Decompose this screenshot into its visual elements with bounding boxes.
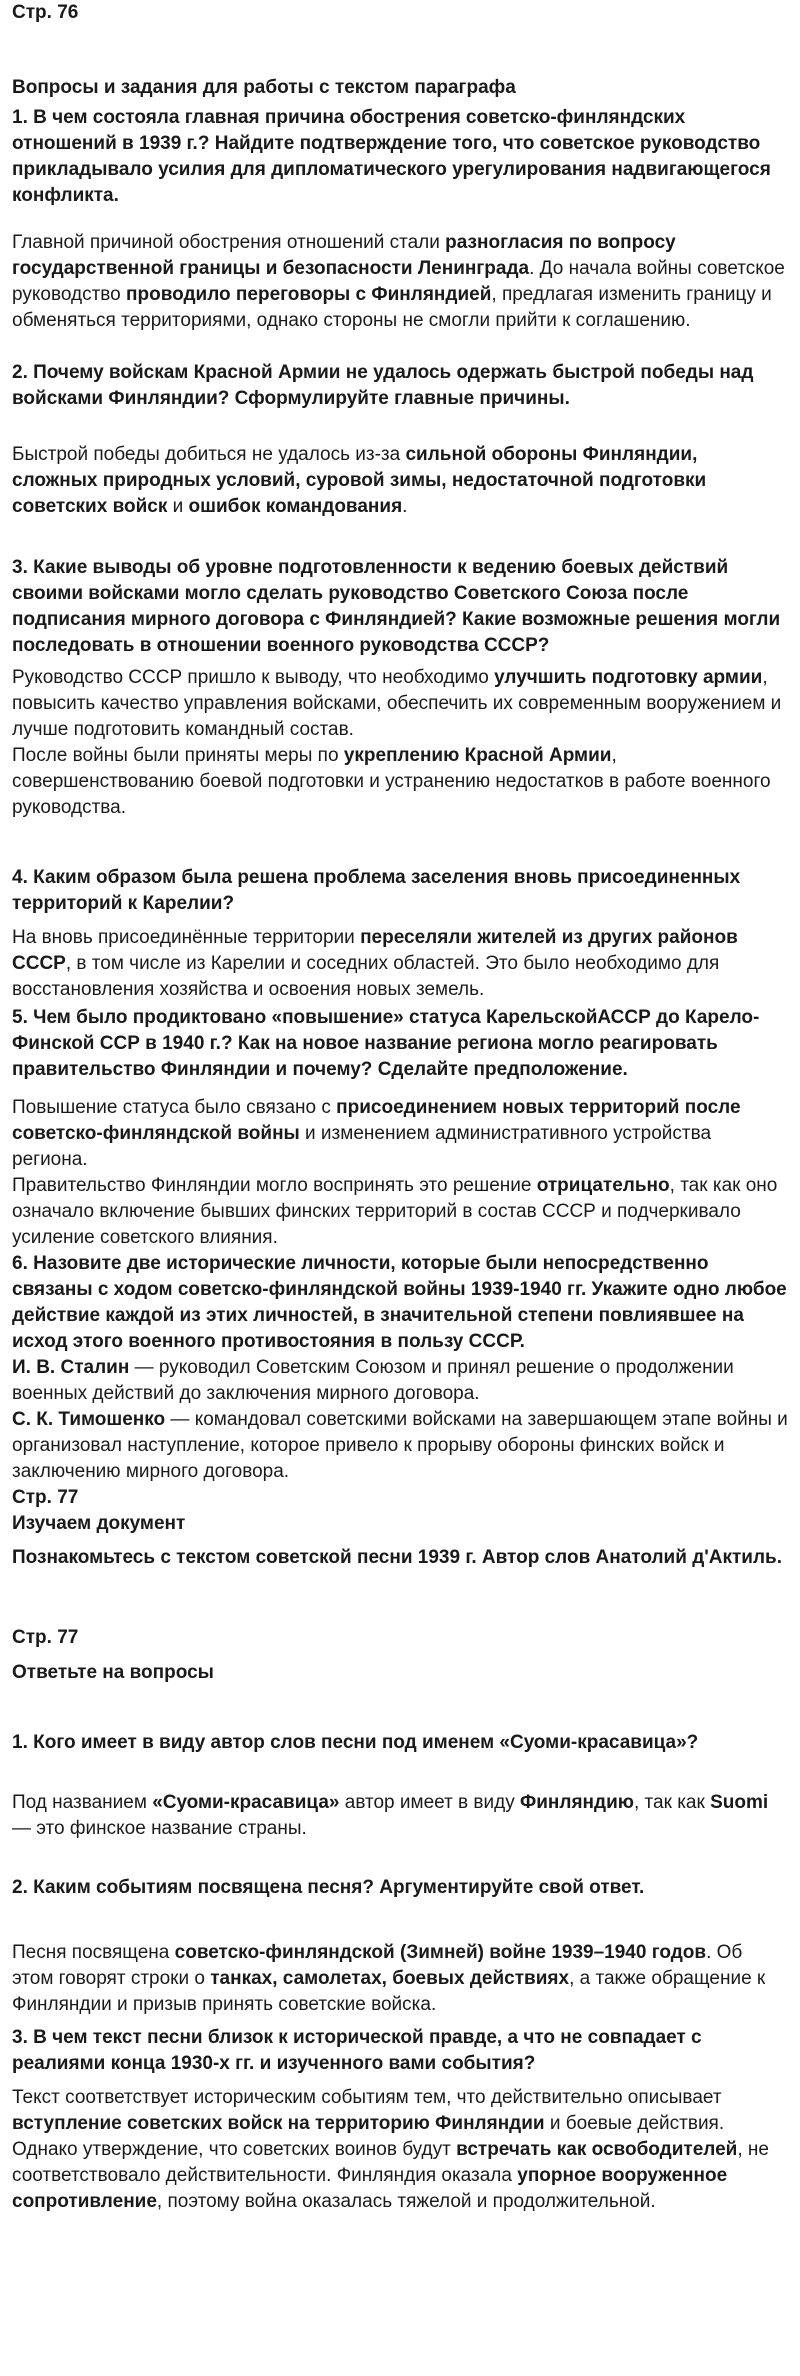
bold-fragment: советско-финляндской (Зимней) войне 1939–1940 годов (174, 1942, 707, 1963)
text-fragment: Песня посвящена (12, 1942, 175, 1963)
bold-fragment: упорное вооруженное сопротивление (12, 2165, 728, 2212)
text-fragment: Руководство СССР пришло к выводу, что необходимо (12, 667, 495, 688)
answer (12, 665, 788, 743)
answer (12, 1095, 788, 1173)
bold-fragment: укреплению Красной Армии (343, 745, 612, 766)
question: 1. В чем состояла главная причина обострения советско-финляндских отношений в 1939 г.? Найдите подтверждение того, что советское руководство прикладывало усилия для дипломатического урегулирования надвигающегося конфликта. (12, 107, 771, 206)
text-fragment: Однако утверждение, что советских воинов будут (12, 2139, 457, 2160)
text-fragment: . (402, 496, 408, 517)
question: 5. Чем было продиктовано «повышение» статуса КарельскойАССР до Карело-Финской ССР в 1940 г.? Как на новое название региона могло реагировать правительство Финляндии и почему? Сделайте предположение. (12, 1007, 760, 1080)
text-fragment: , так как (633, 1792, 711, 1813)
bold-fragment: присоединением новых территорий после советско-финляндской войны (12, 1097, 741, 1144)
question: 4. Каким образом была решена проблема заселения вновь присоединенных территорий к Карелии? (12, 867, 741, 914)
text-fragment: Под названием (12, 1792, 153, 1813)
bold-fragment: С. К. Тимошенко (12, 1409, 166, 1430)
question: 2. Почему войскам Красной Армии не удалось одержать быстрой победы над войсками Финляндии? Сформулируйте главные причины. (12, 362, 754, 409)
text-fragment: , поэтому война оказалась тяжелой и продолжительной. (156, 2191, 656, 2212)
bold-fragment: вступление советских войск на территорию Финляндии (12, 2113, 545, 2134)
page-number: Стр. 77 (12, 1487, 79, 1508)
section-heading: Вопросы и задания для работы с текстом параграфа (12, 77, 516, 98)
answer (12, 2137, 788, 2215)
answer (12, 1790, 788, 1842)
answer (12, 1355, 788, 1407)
text-fragment: и боевые действия. (544, 2113, 725, 2134)
answer (12, 442, 788, 520)
text-fragment: , так как оно означало включение бывших финских территорий в состав СССР и подчеркивало усиление советского влияния. (12, 1175, 778, 1248)
bold-fragment: Финляндию (520, 1792, 634, 1813)
text-fragment: После войны были приняты меры по (12, 745, 344, 766)
text-fragment: , в том числе из Карелии и соседних областей. Это было необходимо для восстановления хозяйства и освоения новых земель. (12, 953, 720, 1000)
bold-fragment: И. В. Сталин (12, 1357, 130, 1378)
question: 2. Каким событиям посвящена песня? Аргументируйте свой ответ. (12, 1877, 645, 1898)
text-fragment: и (167, 496, 189, 517)
text-fragment: , предлагая изменить границу и обменяться территориями, однако стороны не смогли прийти к соглашению. (12, 284, 772, 331)
bold-fragment: разногласия по вопросу государственной границы и безопасности Ленинграда (12, 232, 676, 279)
text-fragment: Быстрой победы добиться не удалось из-за (12, 444, 406, 465)
text-fragment: , повысить качество управления войсками, обеспечить их современным вооружением и лучше подготовить командный состав. (12, 667, 782, 740)
answer (12, 925, 788, 1003)
text-fragment: . До начала войны советское руководство (12, 258, 785, 305)
bold-fragment: Suomi (710, 1792, 769, 1813)
answer (12, 1173, 788, 1251)
page-number: Стр. 76 (12, 2, 79, 23)
answer (12, 1940, 788, 2018)
text-fragment: На вновь присоединённые территории (12, 927, 361, 948)
text-fragment: Главной причиной обострения отношений стали (12, 232, 446, 253)
text-fragment: , а также обращение к Финляндии и призыв принять советские войска. (12, 1968, 766, 2015)
question: 1. Кого имеет в виду автор слов песни под именем «Суоми-красавица»? (12, 1732, 699, 1753)
text-fragment: и изменением административного устройства региона. (12, 1123, 712, 1170)
bold-fragment: сильной обороны Финляндии, сложных природных условий, суровой зимы, недостаточной подготовки советских войск (12, 444, 707, 517)
text-fragment: — командовал советскими войсками на завершающем этапе войны и организовал наступление, которое привело к прорыву обороны финских войск и заключению мирного договора. (12, 1409, 788, 1482)
text-fragment: — это финское название страны. (12, 1818, 307, 1839)
text-fragment: Текст соответствует историческим событиям тем, что действительно описывает (12, 2087, 722, 2108)
page-number: Стр. 77 (12, 1627, 79, 1648)
answer (12, 2085, 788, 2137)
text-fragment: , не соответствовало действительности. Финляндия оказала (12, 2139, 769, 2186)
bold-fragment: проводило переговоры с Финляндией (126, 284, 492, 305)
question: 3. Какие выводы об уровне подготовленности к ведению боевых действий своими войсками могло сделать руководство Советского Союза после подписания мирного договора с Финляндией? Какие возможные решения могли последовать в отношении военного руководства СССР? (12, 557, 781, 656)
text-fragment: , совершенствованию боевой подготовки и устранению недостатков в работе военного руководства. (12, 745, 771, 818)
answer (12, 743, 788, 821)
bold-fragment: танках, самолетах, боевых действиях (210, 1968, 570, 1989)
bold-fragment: встречать как освободителей (456, 2139, 738, 2160)
bold-fragment: «Суоми-красавица» (152, 1792, 340, 1813)
bold-fragment: отрицательно (536, 1175, 670, 1196)
text-fragment: автор имеет в виду (339, 1792, 520, 1813)
answer (12, 1407, 788, 1485)
text-fragment: Повышение статуса было связано с (12, 1097, 337, 1118)
bold-fragment: ошибок командования (188, 496, 403, 517)
section-heading: Изучаем документ (12, 1513, 186, 1534)
question: 6. Назовите две исторические личности, которые были непосредственно связаны с ходом советско-финляндской войны 1939-1940 гг. Укажите одно любое действие каждой из этих личностей, в значительной степени повлиявшее на исход этого военного противостояния в пользу СССР. (12, 1253, 787, 1352)
bold-fragment: улучшить подготовку армии (494, 667, 763, 688)
answer (12, 230, 788, 334)
bold-fragment: переселяли жителей из других районов СССР (12, 927, 738, 974)
question: Познакомьтесь с текстом советской песни 1939 г. Автор слов Анатолий д'Актиль. (12, 1547, 783, 1568)
text-fragment: . Об этом говорят строки о (12, 1942, 743, 1989)
question: 3. В чем текст песни близок к исторической правде, а что не совпадает с реалиями конца 1930-х гг. и изученного вами события? (12, 2027, 702, 2074)
text-fragment: Правительство Финляндии могло воспринять это решение (12, 1175, 537, 1196)
text-fragment: — руководил Советским Союзом и принял решение о продолжении военных действий до заключения мирного договора. (12, 1357, 734, 1404)
section-heading: Ответьте на вопросы (12, 1662, 214, 1683)
